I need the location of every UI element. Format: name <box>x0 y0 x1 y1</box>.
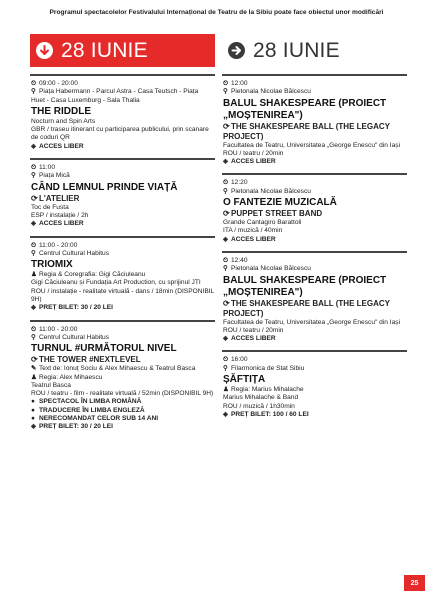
event-credit: ♟ Regia: Marius Mihalache <box>223 386 304 394</box>
date-header-right <box>222 34 407 67</box>
location-pin-icon: ⚲ <box>223 187 228 195</box>
event-price: ◈ ACCES LIBER <box>223 158 276 166</box>
event-company: Gigi Căciuleanu și Fundația Art Production, cu sprijinul JTI <box>31 279 201 287</box>
event-card <box>30 158 215 228</box>
event-company: Toc de Fusta <box>31 203 69 211</box>
event-credit: ♟ Regia & Coregrafia: Gigi Căciuleanu <box>31 271 146 279</box>
event-title: BALUL SHAKESPEARE (PROIECT „MOȘTENIREA") <box>223 97 387 121</box>
event-subtitle: ⟳THE TOWER #NEXTLEVEL <box>31 355 141 365</box>
clock-icon: ⏲ <box>223 80 229 87</box>
repeat-icon: ⟳ <box>31 355 38 365</box>
event-company: Facultatea de Teatru, Universitatea „George Enescu" din Iași <box>223 318 401 326</box>
date-header-left <box>30 34 215 67</box>
header-note: Programul spectacolelor Festivalului Internațional de Teatru de la Sibiu poate face obiectul unor modificări <box>49 9 384 16</box>
event-note: ● SPECTACOL ÎN LIMBA ROMÂNĂ <box>31 398 142 406</box>
event-card <box>30 236 215 313</box>
event-price: ◈ PREȚ BILET: 30 / 20 LEI <box>31 423 114 431</box>
event-title: CÂND LEMNUL PRINDE VIAȚĂ <box>31 181 178 193</box>
event-details: GBR / traseu itinerant cu participarea publicului, prin scanare de coduri QR <box>31 126 209 142</box>
event-title: TRIOMIX <box>31 259 73 271</box>
event-price: ◈ PREȚ BILET: 30 / 20 LEI <box>31 304 114 312</box>
event-card <box>30 320 215 432</box>
event-note: ● NERECOMANDAT CELOR SUB 14 ANI <box>31 415 159 423</box>
ticket-icon: ◈ <box>223 335 229 343</box>
ticket-icon: ◈ <box>223 410 229 418</box>
event-credit: ♟ Regia: Alex Mihaescu <box>31 373 103 381</box>
left-column <box>30 34 215 439</box>
event-title: ȘĂFTIȚA <box>223 374 266 386</box>
right-column <box>222 34 407 426</box>
event-price: ◈ ACCES LIBER <box>31 142 84 150</box>
event-title: TURNUL #URMĂTORUL NIVEL <box>31 343 177 355</box>
location-pin-icon: ⚲ <box>31 249 36 257</box>
repeat-icon: ⟳ <box>31 193 38 203</box>
event-price: ◈ ACCES LIBER <box>31 220 84 228</box>
clock-icon: ⏲ <box>31 80 37 87</box>
clock-icon: ⏲ <box>31 241 37 249</box>
person-icon: ♟ <box>223 386 229 394</box>
event-time: ⏲ 09:00 - 20:00 <box>31 80 78 87</box>
event-subtitle: ⟳PUPPET STREET BAND <box>223 209 323 219</box>
event-time: ⏲ 12:00 <box>223 80 248 87</box>
event-location: ⚲ Filarmonica de Stat Sibiu <box>223 364 305 372</box>
location-pin-icon: ⚲ <box>223 364 228 372</box>
location-pin-icon: ⚲ <box>31 88 36 96</box>
event-location: ⚲ Pietonala Nicolae Bălcescu <box>223 88 311 96</box>
event-note: ● TRADUCERE ÎN LIMBA ENGLEZĂ <box>31 406 145 414</box>
pen-icon: ✎ <box>31 365 37 373</box>
event-location: ⚲ Pietonala Nicolae Bălcescu <box>223 265 311 273</box>
date-label: 28 IUNIE <box>253 38 340 62</box>
ticket-icon: ◈ <box>223 158 229 166</box>
location-pin-icon: ⚲ <box>223 265 228 273</box>
event-details: ROU / teatru - film - realitate virtuală / 52min (DISPONIBIL 9H) <box>31 390 214 398</box>
warning-icon: ● <box>31 415 35 423</box>
event-company: Grande Cantagiro Barattoli <box>223 219 302 227</box>
event-title: THE RIDDLE <box>31 105 91 117</box>
event-card <box>222 251 407 343</box>
event-details: ROU / instalație - realitate virtuală - dans / 18min (DISPONIBIL 9H) <box>31 287 214 304</box>
event-time: ⏲ 12:40 <box>223 256 248 264</box>
ticket-icon: ◈ <box>31 304 37 312</box>
person-icon: ♟ <box>31 373 37 381</box>
event-card <box>222 74 407 166</box>
clock-icon: ⏲ <box>223 256 229 264</box>
event-location: ⚲ Piața Mică <box>31 172 70 180</box>
date-label: 28 IUNIE <box>61 38 148 62</box>
event-price: ◈ PREȚ BILET: 100 / 60 LEI <box>223 410 309 418</box>
clock-icon: ⏲ <box>223 356 229 364</box>
event-location: ⚲ Centrul Cultural Habitus <box>31 249 109 257</box>
repeat-icon: ⟳ <box>223 121 230 131</box>
page-number: 25 <box>404 575 425 591</box>
event-credit: ✎ Text de: Ionuț Sociu & Alex Mihaescu & Teatrul Basca <box>31 365 196 373</box>
event-card <box>222 173 407 243</box>
ticket-icon: ◈ <box>223 235 229 243</box>
event-card <box>222 350 407 419</box>
info-icon: ● <box>31 406 35 414</box>
ticket-icon: ◈ <box>31 142 37 150</box>
event-subtitle: ⟳THE SHAKESPEARE BALL (THE LEGACY PROJECT) <box>223 298 390 318</box>
event-subtitle: ⟳THE SHAKESPEARE BALL (THE LEGACY PROJECT) <box>223 121 390 141</box>
ticket-icon: ◈ <box>31 220 37 228</box>
event-location: ⚲ Pietonala Nicolae Bălcescu <box>223 187 311 195</box>
event-details: ESP / instalație / 2h <box>31 211 89 219</box>
event-location: ⚲ Centrul Cultural Habitus <box>31 333 109 341</box>
location-pin-icon: ⚲ <box>31 333 36 341</box>
ticket-icon: ◈ <box>31 423 37 431</box>
info-icon: ● <box>31 398 35 406</box>
event-details: ROU / teatru / 20min <box>223 149 284 157</box>
event-location: ⚲ Piața Habermann - Parcul Astra - Casa Teutsch - Piața Huet - Casa Luxemburg - Sala Thalia <box>31 88 199 104</box>
event-price: ◈ ACCES LIBER <box>223 335 276 343</box>
location-pin-icon: ⚲ <box>223 88 228 96</box>
person-icon: ♟ <box>31 271 37 279</box>
event-company: Teatrul Basca <box>31 381 71 389</box>
clock-icon: ⏲ <box>31 325 37 333</box>
event-company: Nocturn and Spin Arts <box>31 117 96 125</box>
event-time: ⏲ 16:00 <box>223 356 248 364</box>
arrow-down-icon <box>36 42 53 59</box>
clock-icon: ⏲ <box>223 179 229 187</box>
event-time: ⏲ 12:20 <box>223 179 248 187</box>
event-time: ⏲ 11:00 - 20:00 <box>31 241 78 249</box>
event-card <box>30 74 215 151</box>
event-time: ⏲ 11:00 - 20:00 <box>31 325 78 333</box>
event-details: ITA / muzică / 40min <box>223 227 283 235</box>
event-subtitle: ⟳L'ATELIER <box>31 193 80 203</box>
arrow-right-icon <box>228 42 245 59</box>
location-pin-icon: ⚲ <box>31 172 36 180</box>
event-details: ROU / muzică / 1h30min <box>223 402 295 410</box>
event-title: BALUL SHAKESPEARE (PROIECT „MOȘTENIREA") <box>223 274 387 298</box>
repeat-icon: ⟳ <box>223 298 230 308</box>
event-company: Marius Mihalache & Band <box>223 394 299 402</box>
event-title: O FANTEZIE MUZICALĂ <box>223 197 337 209</box>
event-time: ⏲ 11:00 <box>31 164 56 172</box>
event-details: ROU / teatru / 20min <box>223 326 284 334</box>
repeat-icon: ⟳ <box>223 209 230 219</box>
event-price: ◈ ACCES LIBER <box>223 235 276 243</box>
event-company: Facultatea de Teatru, Universitatea „George Enescu" din Iași <box>223 141 401 149</box>
clock-icon: ⏲ <box>31 164 37 172</box>
